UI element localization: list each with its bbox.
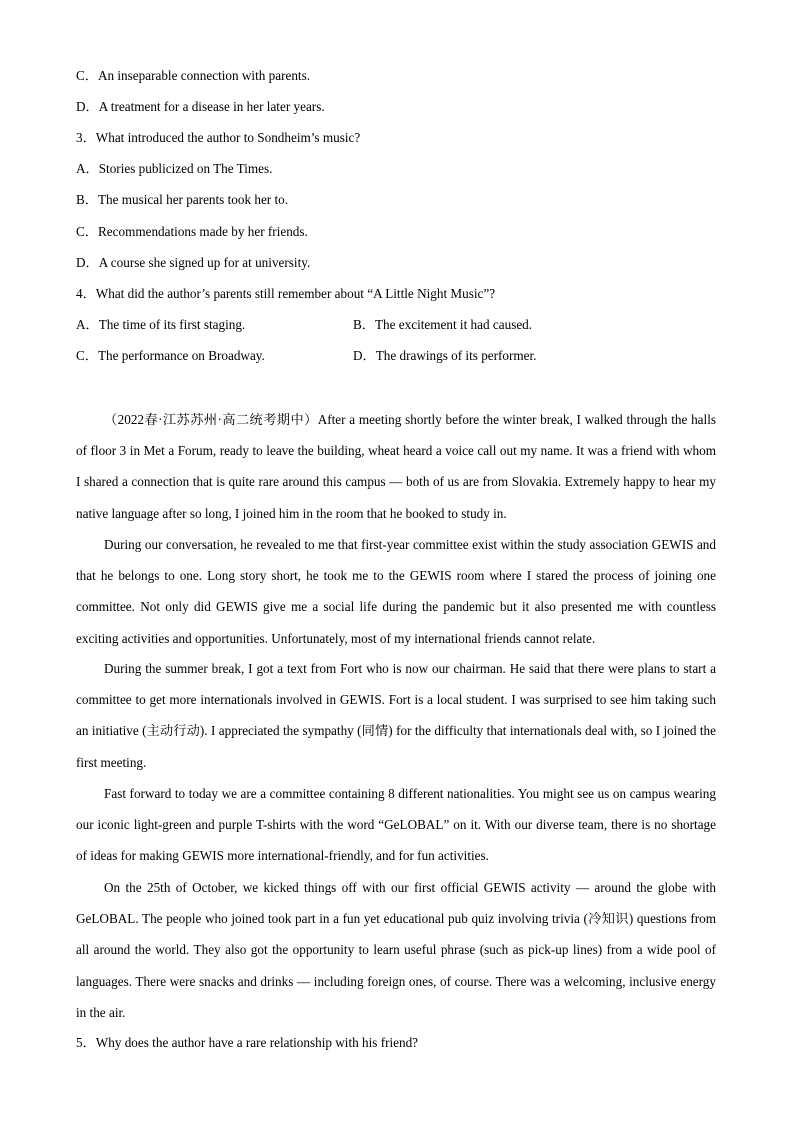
q3-option-d: D．A course she signed up for at university. <box>76 255 311 270</box>
q5-stem: 5．Why does the author have a rare relationship with his friend? <box>76 1035 419 1050</box>
q3-option-c: C．Recommendations made by her friends. <box>76 224 308 239</box>
passage-paragraph-1: （2022春·江苏苏州·高二统考期中）After a meeting shortly before the winter break, I walked through the halls of floor 3 in Met a Forum, ready to leave the building, wheat heard a voice call out my name. It was a friend with whom I shared a connection that is quite rare around this campus — both of us are from Slovakia. Extremely happy to hear my native language after so long, I joined him in the room that he booked to study in. <box>76 412 716 521</box>
q4-option-c: C．The performance on Broadway. <box>76 348 265 363</box>
passage-paragraph-3: During the summer break, I got a text from Fort who is now our chairman. He said that there were plans to start a committee to get more internationals involved in GEWIS. Fort is a local student. I was surprised to see him taking such an initiative (主动行动). I appreciated the sympathy (同情) for the difficulty that internationals deal with, so I joined the first meeting. <box>76 661 716 770</box>
q3-option-a: A．Stories publicized on The Times. <box>76 161 273 176</box>
passage-paragraph-4: Fast forward to today we are a committee containing 8 different nationalities. You might see us on campus wearing our iconic light-green and purple T-shirts with the word “GeLOBAL” on it. With our diverse team, there is no shortage of ideas for making GEWIS more international-friendly, and for fun activities. <box>76 786 716 864</box>
passage-paragraph-2: During our conversation, he revealed to me that first-year committee exist within the study association GEWIS and that he belongs to one. Long story short, he took me to the GEWIS room where I stared the process of joining one committee. Not only did GEWIS give me a social life during the pandemic but it also presented me with countless exciting activities and opportunities. Unfortunately, most of my international friends cannot relate. <box>76 537 716 646</box>
q3-option-b: B．The musical her parents took her to. <box>76 192 289 207</box>
passage-paragraph-5: On the 25th of October, we kicked things off with our first official GEWIS activity — around the globe with GeLOBAL. The people who joined took part in a fun yet educational pub quiz involving trivia (冷知识) questions from all around the world. They also got the opportunity to learn useful phrase (such as pick-up lines) from a wide pool of languages. There were snacks and drinks — including foreign ones, of course. There was a welcoming, inclusive energy in the air. <box>76 880 716 1020</box>
q2-option-d: D．A treatment for a disease in her later years. <box>76 99 325 114</box>
q4-stem: 4．What did the author’s parents still remember about “A Little Night Music”? <box>76 286 496 301</box>
q4-option-b: B．The excitement it had caused. <box>353 317 533 332</box>
q4-option-a: A．The time of its first staging. <box>76 317 246 332</box>
q3-stem: 3．What introduced the author to Sondheim’s music? <box>76 130 361 145</box>
q2-option-c: C．An inseparable connection with parents. <box>76 68 311 83</box>
q4-option-d: D．The drawings of its performer. <box>353 348 537 363</box>
